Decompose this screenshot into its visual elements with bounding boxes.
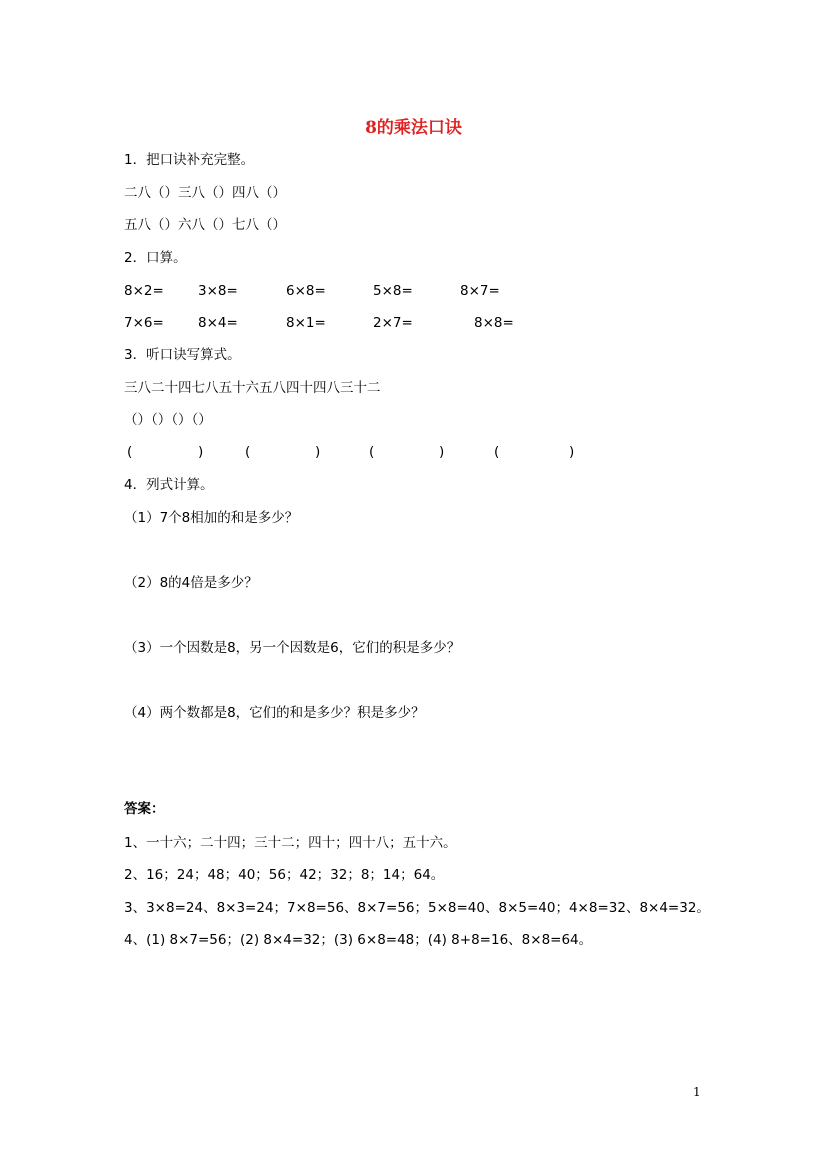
q1-line-2: 五八（）六八（）七八（） bbox=[124, 217, 286, 233]
q2-row1-item: 3×8= bbox=[198, 283, 238, 299]
q3-blanks: （）（）（）（） bbox=[124, 412, 212, 428]
q4-heading: 4．列式计算。 bbox=[124, 477, 214, 493]
q2-row2-item: 8×4= bbox=[198, 315, 238, 331]
q2-row2-item: 8×1= bbox=[286, 315, 326, 331]
q2-row1-item: 5×8= bbox=[373, 283, 413, 299]
q3-paren-open: ( bbox=[127, 444, 133, 460]
q3-paren-open: ( bbox=[369, 444, 375, 460]
page-number: 1 bbox=[693, 1085, 701, 1099]
q2-row1-item: 8×2= bbox=[124, 283, 164, 299]
q4-item-4: （4）两个数都是8，它们的和是多少？积是多少？ bbox=[124, 705, 425, 721]
q3-words: 三八二十四七八五十六五八四十四八三十二 bbox=[124, 380, 381, 396]
q3-heading: 3．听口诀写算式。 bbox=[124, 347, 241, 363]
q3-paren-open: ( bbox=[245, 444, 251, 460]
q3-paren-close: ) bbox=[439, 444, 445, 460]
q2-heading: 2．口算。 bbox=[124, 250, 187, 266]
q4-item-3: （3）一个因数是8，另一个因数是6，它们的积是多少？ bbox=[124, 640, 461, 656]
q3-paren-open: ( bbox=[494, 444, 500, 460]
q1-heading: 1．把口诀补充完整。 bbox=[124, 152, 255, 168]
page-title: 8的乘法口诀 bbox=[365, 118, 462, 138]
q4-item-2: （2）8的4倍是多少？ bbox=[124, 575, 258, 591]
q1-line-1: 二八（）三八（）四八（） bbox=[124, 185, 286, 201]
answer-line-2: 2、16；24；48；40；56；42；32；8；14；64。 bbox=[124, 867, 445, 883]
q2-row1-item: 6×8= bbox=[286, 283, 326, 299]
q4-item-1: （1）7个8相加的和是多少？ bbox=[124, 510, 299, 526]
answer-line-3: 3、3×8=24、8×3=24；7×8=56、8×7=56；5×8=40、8×5=40；4×8=32、8×4=32。 bbox=[124, 900, 710, 916]
q2-row1-item: 8×7= bbox=[460, 283, 500, 299]
q3-paren-close: ) bbox=[315, 444, 321, 460]
answer-line-1: 1、一十六；二十四；三十二；四十；四十八；五十六。 bbox=[124, 835, 457, 851]
q2-row2-item: 2×7= bbox=[373, 315, 413, 331]
q2-row2-item: 7×6= bbox=[124, 315, 164, 331]
q3-paren-close: ) bbox=[569, 444, 575, 460]
answers-heading: 答案： bbox=[124, 801, 165, 817]
answer-line-4: 4、(1) 8×7=56；(2) 8×4=32；(3) 6×8=48；(4) 8+8=16、8×8=64。 bbox=[124, 932, 593, 948]
q3-paren-close: ) bbox=[198, 444, 204, 460]
q2-row2-item: 8×8= bbox=[474, 315, 514, 331]
